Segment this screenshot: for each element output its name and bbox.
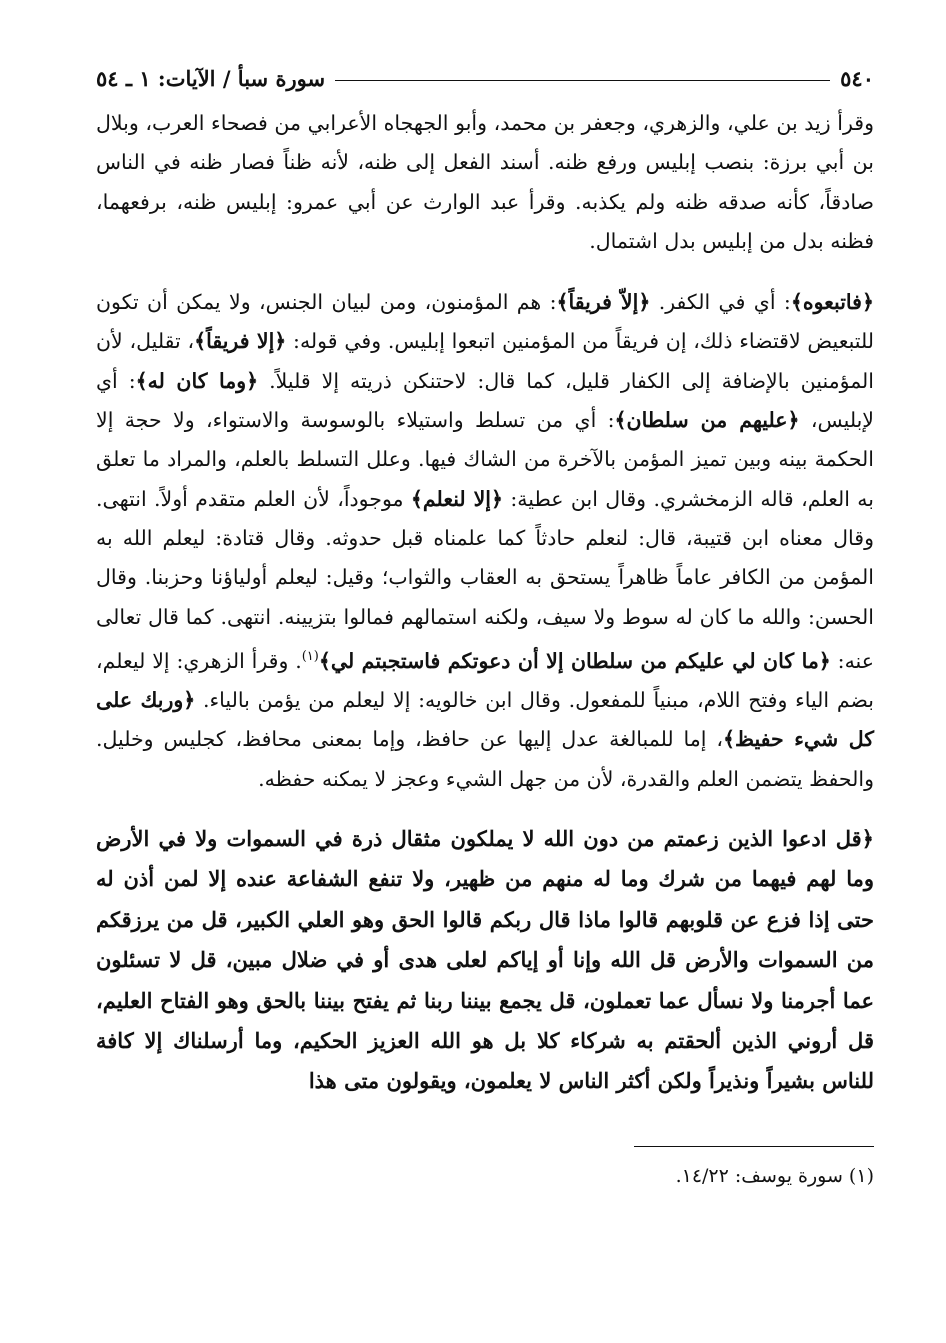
header-rule <box>335 80 830 81</box>
page-header <box>96 58 874 98</box>
paragraph-1: وقرأ زيد بن علي، والزهري، وجعفر بن محمد، وأبو الجهجاه الأعرابي من فصحاء العرب، وبلال بن أبي برزة: بنصب إبليس ورفع ظنه. أسند الفعل إلى ظنه، لأنه ظناً فصار ظنه في الناس صادقاً، كأنه صدقه ظنه ولم يكذبه. وقرأ عبد الوارث عن أبي عمرو: إبليس ظنه، برفعهما، فظنه بدل من إبليس بدل اشتمال. <box>96 111 874 253</box>
quran-quote: ﴿فاتبعوه﴾ <box>790 290 874 315</box>
commentary-text: : أي في الكفر. <box>650 290 791 315</box>
footnote-rule <box>634 1146 874 1147</box>
commentary-text: : هم المؤمنون، ومن لبيان الجنس، ولا يمكن أن تكون للتبعيض لاقتضاء ذلك، إن فريقاً من المؤمنين اتبعوا إبليس. وفي قوله: <box>96 290 874 354</box>
body-text <box>96 104 874 1102</box>
page-number: ٥٤٠ <box>840 65 874 91</box>
commentary-text: ، إما للمبالغة عدل إليها عن حافظ، وإما بمعنى محافظ، كجليس وخليل. والحفظ يتضمن العلم والقدرة، لأن من جهل الشيء وعجز لا يمكنه حفظه. <box>96 727 874 791</box>
commentary-text: موجوداً، لأن العلم متقدم أولاً. انتهى. وقال معناه ابن قتيبة، قال: لنعلم حادثاً كما علمناه قبل حدوثه. وقال قتادة: ليعلم الله به المؤمن من الكافر عاماً ظاهراً يستحق به العقاب والثواب؛ وقيل: ليعلم أولياؤنا وحزبنا. وقال الحسن: والله ما كان له سوط ولا سيف، ولكنه استمالهم فمالوا بتزيينه. انتهى. كما قال تعالى عنه: <box>96 486 874 673</box>
commentary-text: : أي من تسلط واستيلاء بالوسوسة والاستواء، ولا حجة إلا الحكمة بينه وبين تميز المؤمن بالآخرة من الشاك فيها. وعلل التسلط بالعلم، والمراد ما تعلق به العلم، قاله الزمخشري. وقال ابن عطية: <box>96 408 875 511</box>
footnote-marker[interactable]: (١) <box>301 648 319 664</box>
quran-quote: ﴿وما كان له﴾ <box>135 368 259 393</box>
quran-quote: ﴿إلا لنعلم﴾ <box>410 486 504 511</box>
quran-quote: ﴿وربك على كل شيء حفيظ﴾ <box>96 687 874 752</box>
paragraph-2 <box>96 283 874 799</box>
quran-quote: ﴿ما كان لي عليكم من سلطان إلا أن دعوتكم فاستجبتم لي﴾ <box>318 648 831 673</box>
quran-quote: ﴿إلا فريقاً﴾ <box>194 329 287 354</box>
commentary-text: : أي لإبليس، <box>96 368 874 433</box>
quran-verse-block: ﴿قل ادعوا الذين زعمتم من دون الله لا يملكون مثقال ذرة في السموات ولا في الأرض وما لهم فيهما من شرك وما له منهم من ظهير، ولا تنفع الشفاعة عنده إلا لمن أذن له حتى إذا فزع عن قلوبهم قالوا ماذا قال ربكم قالوا الحق وهو العلي الكبير، قل من يرزقكم من السموات والأرض قل الله وإنا أو إياكم لعلى هدى أو في ضلال مبين، قل لا تسئلون عما أجرمنا ولا نسأل عما تعملون، قل يجمع بيننا ربنا ثم يفتح بيننا بالحق وهو الفتاح العليم، قل أروني الذين ألحقتم به شركاء كلا بل هو الله العزيز الحكيم، وما أرسلناك إلا كافة للناس بشيراً ونذيراً ولكن أكثر الناس لا يعلمون، ويقولون متى هذا <box>96 825 874 1094</box>
quran-quote: ﴿عليهم من سلطان﴾ <box>614 408 800 433</box>
commentary-text: ، تقليل، لأن المؤمنين بالإضافة إلى الكفار قليل، كما قال: لاحتنكن ذريته إلا قليلاً. <box>96 329 874 393</box>
surah-title: سورة سبأ / الآيات: ١ ـ ٥٤ <box>96 65 326 91</box>
commentary-text: . وقرأ الزهري: إلا ليعلم، بضم الياء وفتح اللام، مبنياً للمفعول. وقال ابن خالويه: إلا ليعلم من يؤمن بالياء. <box>96 648 874 712</box>
footnote: (١) سورة يوسف: ١٤/٢٢. <box>675 1164 874 1187</box>
quran-quote: ﴿إلاّ فريقاً﴾ <box>556 290 651 315</box>
